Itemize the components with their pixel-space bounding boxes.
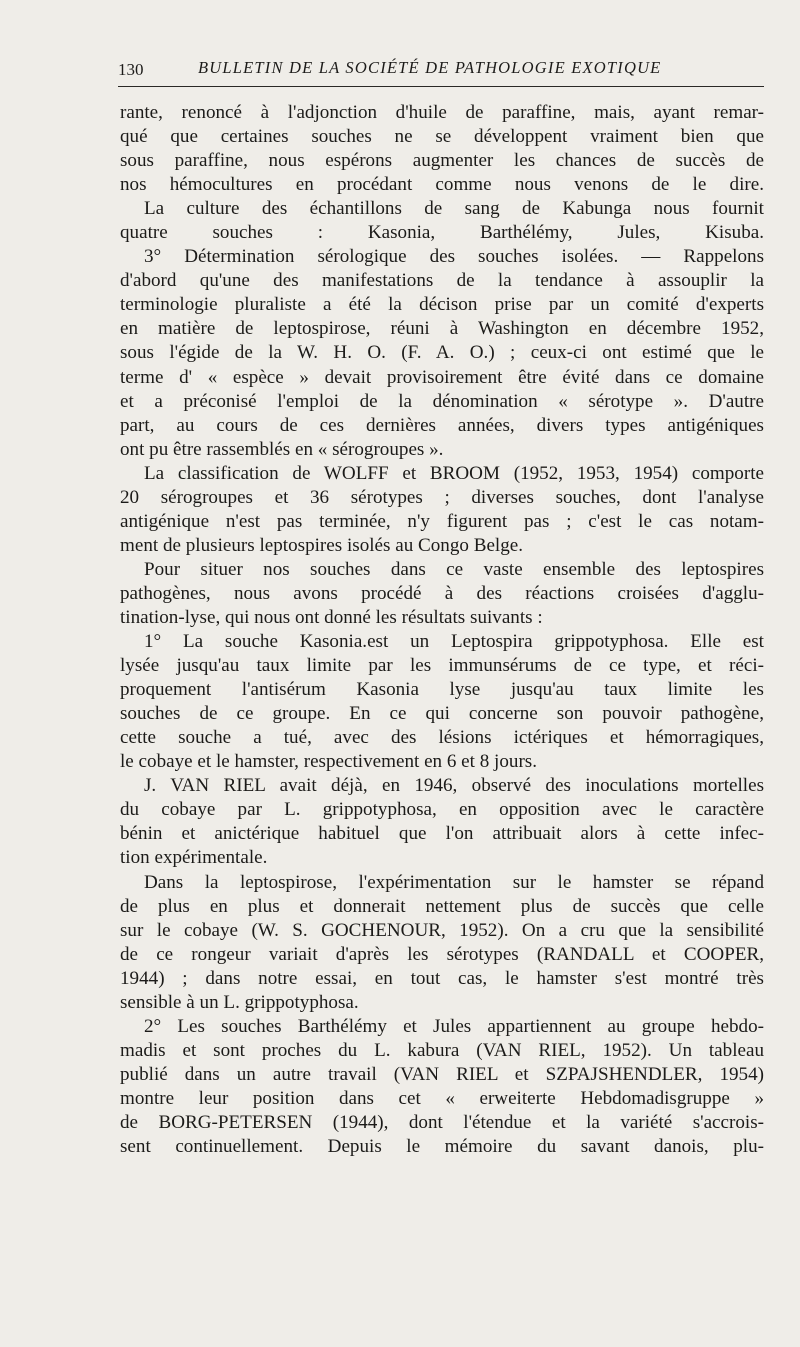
text-line: sur le cobaye (W. S. GOCHENOUR, 1952). On a cru que la sensibilité xyxy=(120,919,764,941)
text-line: qué que certaines souches ne se développent vraiment bien que xyxy=(120,126,764,148)
text-line: Dans la leptospirose, l'expérimentation sur le hamster se répand xyxy=(144,871,764,893)
text-line: ont pu être rassemblés en « sérogroupes ». xyxy=(120,438,444,460)
text-line: 1° La souche Kasonia.est un Leptospira grippotyphosa. Elle est xyxy=(144,631,764,653)
text-line: 2° Les souches Barthélémy et Jules appartiennent au groupe hebdo- xyxy=(144,1015,764,1037)
text-line: sous paraffine, nous espérons augmenter les chances de succès de xyxy=(120,150,764,172)
text-line: rante, renoncé à l'adjonction d'huile de paraffine, mais, ayant remar- xyxy=(120,102,764,123)
running-title: BULLETIN DE LA SOCIÉTÉ DE PATHOLOGIE EXOTIQUE xyxy=(198,58,662,77)
text-line: 20 sérogroupes et 36 sérotypes ; diverses souches, dont l'analyse xyxy=(120,486,764,508)
text-line: et a préconisé l'emploi de la dénomination « sérotype ». D'autre xyxy=(120,390,764,412)
text-line: terminologie pluraliste a été la décison prise par un comité d'experts xyxy=(120,294,764,316)
text-line: Pour situer nos souches dans ce vaste ensemble des leptospires xyxy=(144,558,764,580)
running-header xyxy=(118,58,764,84)
page-number: 130 xyxy=(118,60,144,79)
text-line: quatre souches : Kasonia, Barthélémy, Jules, Kisuba. xyxy=(120,222,764,244)
text-line: montre leur position dans cet « erweiterte Hebdomadisgruppe » xyxy=(120,1087,764,1109)
text-line: d'abord qu'une des manifestations de la tendance à assouplir la xyxy=(120,270,764,292)
text-line: le cobaye et le hamster, respectivement en 6 et 8 jours. xyxy=(120,751,538,773)
text-line: cette souche a tué, avec des lésions ictériques et hémorragiques, xyxy=(120,727,764,749)
text-line: antigénique n'est pas terminée, n'y figurent pas ; c'est le cas notam- xyxy=(120,510,764,532)
text-line: tion expérimentale. xyxy=(120,847,268,869)
text-line: ment de plusieurs leptospires isolés au Congo Belge. xyxy=(120,534,524,556)
text-line: bénin et anictérique habituel que l'on attribuait alors à cette infec- xyxy=(120,823,764,845)
text-line: sent continuellement. Depuis le mémoire du savant danois, plu- xyxy=(120,1136,764,1158)
text-line: sensible à un L. grippotyphosa. xyxy=(120,991,359,1013)
text-line: madis et sont proches du L. kabura (VAN RIEL, 1952). Un tableau xyxy=(120,1039,764,1061)
text-line: La classification de WOLFF et BROOM (1952, 1953, 1954) comporte xyxy=(144,462,764,484)
header-rule xyxy=(118,86,764,87)
text-line: lysée jusqu'au taux limite par les immunsérums de ce type, et réci- xyxy=(120,655,764,677)
text-line: du cobaye par L. grippotyphosa, en opposition avec le caractère xyxy=(120,799,764,821)
text-line: de plus en plus et donnerait nettement plus de succès que celle xyxy=(120,895,764,917)
text-line: de ce rongeur variait d'après les sérotypes (RANDALL et COOPER, xyxy=(120,943,764,965)
text-line: J. VAN RIEL avait déjà, en 1946, observé des inoculations mortelles xyxy=(144,775,764,797)
text-line: 3° Détermination sérologique des souches isolées. — Rappelons xyxy=(144,246,764,268)
text-line: La culture des échantillons de sang de Kabunga nous fournit xyxy=(144,198,764,220)
text-line: de BORG-PETERSEN (1944), dont l'étendue et la variété s'accrois- xyxy=(120,1111,764,1133)
text-line: pathogènes, nous avons procédé à des réactions croisées d'agglu- xyxy=(120,582,764,604)
body-text xyxy=(120,101,764,1159)
text-line: nos hémocultures en procédant comme nous venons de le dire. xyxy=(120,174,764,196)
text-line: publié dans un autre travail (VAN RIEL et SZPAJSHENDLER, 1954) xyxy=(120,1063,764,1085)
text-line: en matière de leptospirose, réuni à Washington en décembre 1952, xyxy=(120,318,764,340)
text-line: terme d' « espèce » devait provisoirement être évité dans ce domaine xyxy=(120,366,764,388)
text-line: tination-lyse, qui nous ont donné les résultats suivants : xyxy=(120,606,543,628)
text-line: part, au cours de ces dernières années, divers types antigéniques xyxy=(120,414,764,436)
text-line: sous l'égide de la W. H. O. (F. A. O.) ; ceux-ci ont estimé que le xyxy=(120,342,764,364)
text-line: 1944) ; dans notre essai, en tout cas, le hamster s'est montré très xyxy=(120,967,764,989)
text-line: proquement l'antisérum Kasonia lyse jusqu'au taux limite les xyxy=(120,679,764,701)
text-line: souches de ce groupe. En ce qui concerne son pouvoir pathogène, xyxy=(120,703,764,725)
